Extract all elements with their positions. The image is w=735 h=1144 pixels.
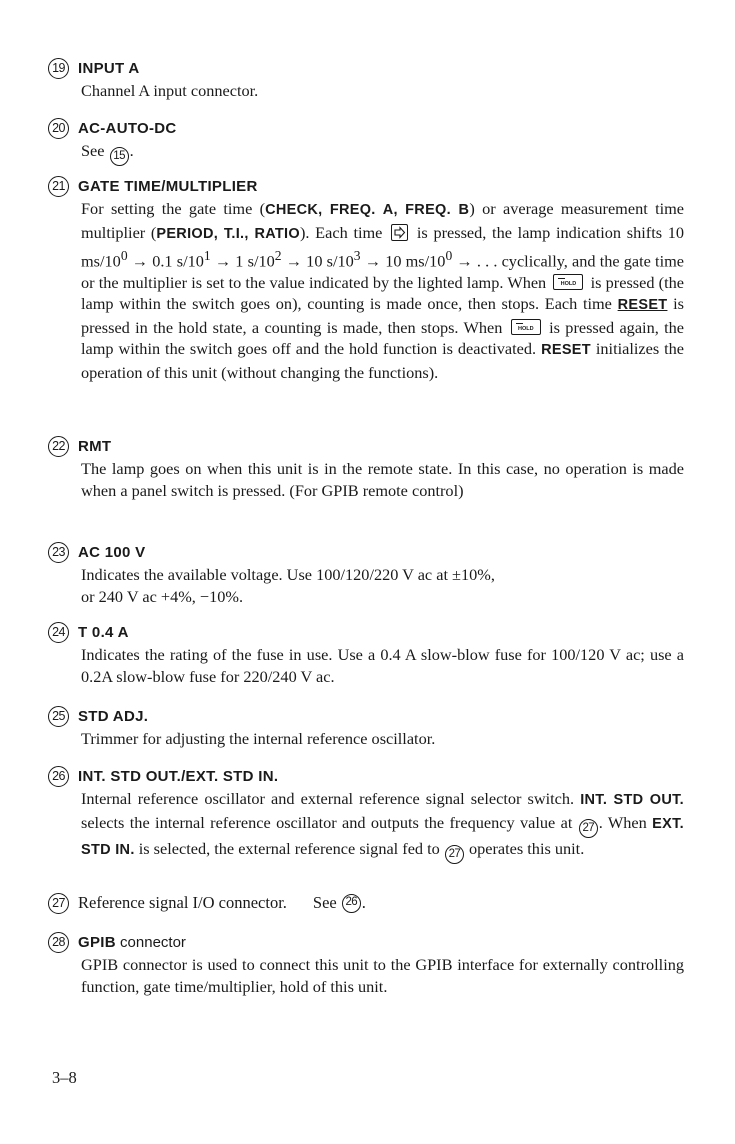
hold-button-icon: HOLD (511, 319, 541, 335)
item-description: Channel A input connector. (81, 81, 259, 100)
entry-25 (48, 704, 684, 750)
hold-button-icon: HOLD (553, 274, 583, 290)
item-number: 27 (48, 893, 69, 914)
item-description: Internal reference oscillator and external reference signal selector switch. INT. STD OUT. selects the internal reference oscillator and outputs the frequency value at 27 . When EXT. STD IN. is selected, the external reference signal fed to 27 operates this unit. (81, 788, 684, 864)
item-description: For setting the gate time (CHECK, FREQ. A, FREQ. B) or average measurement time multiplier (PERIOD, T.I., RATIO). Each time is pressed, the lamp indication shifts 10 $ms/10^0 \to 0.1$ $s/10^1 \to 1$ $s/10^2 \to 10$ $s/10^3 \to 10$ $ms/10^0$ → . . . cyclically, and the gate time or the multiplier is set to the value indicated by the lighted lamp. When HOLD is pressed (the lamp within the switch goes on), counting is made once, then stops. Each time RESET is pressed in the hold state, a counting is made, then stops. When HOLD is pressed again, the lamp within the switch goes off and the hold function is deactivated. RESET initializes the operation of this unit (without changing the functions). (81, 199, 685, 382)
item-number: 20 (48, 118, 69, 139)
item-description: The lamp goes on when this unit is in the remote state. In this case, no operation is made when a panel switch is pressed. (For GPIB remote control) (81, 459, 684, 500)
entry-27: 27 Reference signal I/O connector. See 26 . (48, 891, 684, 915)
entry-28 (48, 930, 684, 997)
item-title: T 0.4 A (78, 623, 129, 641)
item-number: 21 (48, 176, 69, 197)
item-title: INPUT A (78, 59, 140, 77)
item-title: STD ADJ. (78, 707, 149, 725)
reference-number: 15 (110, 147, 129, 166)
item-number: 23 (48, 542, 69, 563)
entry-22 (48, 434, 684, 501)
item-description: GPIB connector is used to connect this unit to the GPIB interface for externally controlling function, gate time/multiplier, hold of this unit. (81, 955, 684, 996)
entry-21 (48, 174, 684, 383)
item-title: Reference signal I/O connector. (78, 893, 287, 912)
entry-24 (48, 620, 684, 687)
item-number: 19 (48, 58, 69, 79)
item-number: 24 (48, 622, 69, 643)
item-title: GATE TIME/MULTIPLIER (78, 177, 258, 195)
reference-number: 26 (342, 894, 361, 913)
item-description: Indicates the rating of the fuse in use. Use a 0.4 A slow-blow fuse for 100/120 V ac; use a 0.2A slow-blow fuse for 220/240 V ac. (81, 645, 684, 686)
page-number: 3–8 (52, 1068, 77, 1087)
item-number: 22 (48, 436, 69, 457)
item-number: 28 (48, 932, 69, 953)
item-title: AC 100 V (78, 543, 146, 561)
item-title: INT. STD OUT./EXT. STD IN. (78, 767, 279, 785)
item-number: 26 (48, 766, 69, 787)
entry-26 (48, 764, 684, 864)
item-number: 25 (48, 706, 69, 727)
step-arrow-icon (391, 224, 408, 241)
reference-number: 27 (445, 845, 464, 864)
item-description: Indicates the available voltage. Use 100/120/220 V ac at ±10%, or 240 V ac +4%, −10%. (81, 565, 495, 606)
entry-20 (48, 116, 684, 166)
reference-number: 27 (579, 819, 598, 838)
item-description: See 15 . (81, 140, 684, 166)
entry-23 (48, 540, 684, 607)
item-description: Trimmer for adjusting the internal reference oscillator. (81, 729, 436, 748)
item-title: RMT (78, 437, 112, 455)
item-title: GPIB connector (78, 933, 186, 951)
item-title: AC-AUTO-DC (78, 119, 177, 137)
entry-19 (48, 56, 684, 102)
